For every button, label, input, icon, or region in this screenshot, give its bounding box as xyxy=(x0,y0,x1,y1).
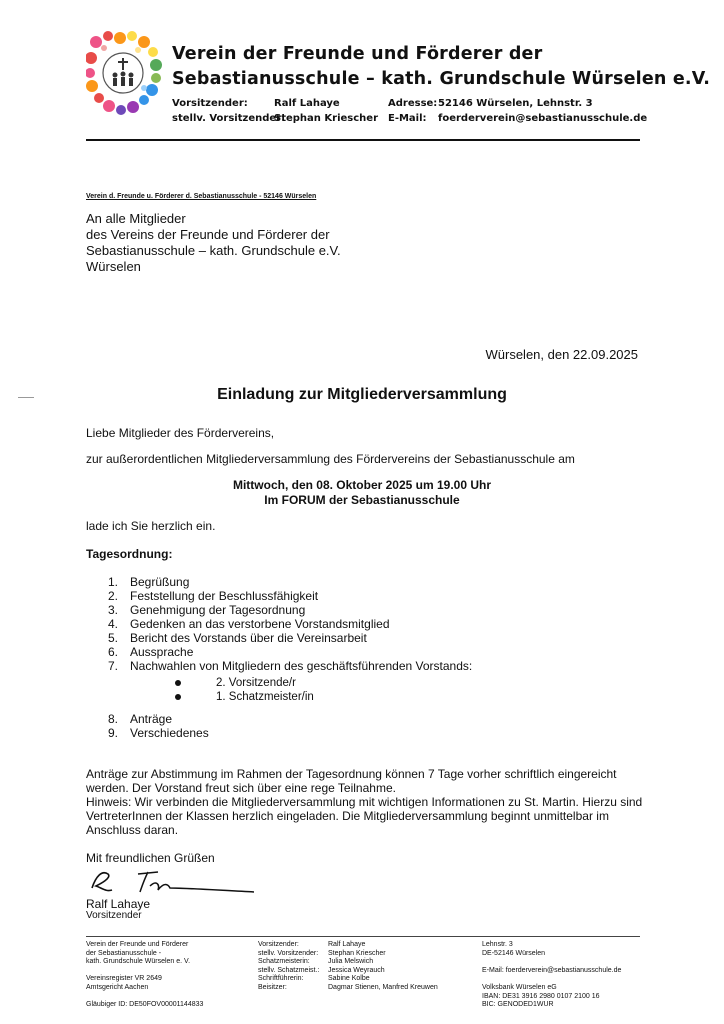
recipient-line: An alle Mitglieder xyxy=(86,211,186,226)
agenda-number: 2. xyxy=(108,589,119,603)
recipient-line: Würselen xyxy=(86,259,141,274)
closing-line: Anschluss daran. xyxy=(86,823,179,837)
agenda-item: Gedenken an das verstorbene Vorstandsmitglied xyxy=(130,617,390,631)
header-address-value: 52146 Würselen, Lehnstr. 3 xyxy=(438,98,593,109)
letter-subject: Einladung zur Mitgliederversammlung xyxy=(217,386,507,403)
footer-col1 xyxy=(86,941,203,1010)
header-email-value[interactable]: foerderverein@sebastianusschule.de xyxy=(438,113,648,124)
footer-label: Schatzmeisterin: xyxy=(258,958,310,966)
footer-label: stellv. Vorsitzender: xyxy=(258,949,319,957)
footer-line: kath. Grundschule Würselen e. V. xyxy=(86,958,191,966)
agenda-item: Begrüßung xyxy=(130,575,190,589)
footer-line: Gläubiger ID: DE50FOV00001144833 xyxy=(86,1001,204,1009)
agenda-item: Aussprache xyxy=(130,645,194,659)
agenda-number: 5. xyxy=(108,631,119,645)
footer-value: Stephan Kriescher xyxy=(328,949,386,957)
agenda-heading: Tagesordnung: xyxy=(86,547,173,561)
header-address-label: Adresse: xyxy=(388,98,438,109)
bullet-icon xyxy=(175,694,181,700)
agenda-number: 8. xyxy=(108,712,119,726)
agenda-number: 7. xyxy=(108,659,119,673)
footer-line: BIC: GENODED1WUR xyxy=(482,1001,554,1009)
school-logo-icon xyxy=(86,30,162,116)
footer-value: Dagmar Stienen, Manfred Kreuwen xyxy=(328,983,438,991)
closing-line: Hinweis: Wir verbinden die Mitgliederversammlung mit wichtigen Informationen zu St. Martin. Hierzu sind xyxy=(86,795,643,809)
footer-label: Vorsitzender: xyxy=(258,941,299,948)
agenda-number: 4. xyxy=(108,617,119,631)
footer-label: Schriftführerin: xyxy=(258,975,304,983)
agenda-item: Bericht des Vorstands über die Vereinsarbeit xyxy=(130,631,367,645)
footer-col3 xyxy=(482,941,621,1010)
header-title-line2: Sebastianusschule – kath. Grundschule Würselen e.V. xyxy=(172,69,711,89)
header-chair-name: Ralf Lahaye xyxy=(274,98,340,109)
agenda-number: 1. xyxy=(108,575,119,589)
footer-line: IBAN: DE31 3916 2980 0107 2100 16 xyxy=(482,992,600,1000)
footer-line: DE-52146 Würselen xyxy=(482,949,546,957)
greeting: Liebe Mitglieder des Fördervereins, xyxy=(86,426,275,440)
header-vice-label: stellv. Vorsitzender: xyxy=(172,113,286,124)
footer-line: Amtsgericht Aachen xyxy=(86,983,149,991)
footer-value: Jessica Weyrauch xyxy=(328,966,385,974)
footer-email[interactable]: E-Mail: foerderverein@sebastianusschule.de xyxy=(482,966,622,974)
header-chair-label: Vorsitzender: xyxy=(172,98,248,109)
header-vice-name: Stephan Kriescher xyxy=(274,113,378,124)
footer-label: stellv. Schatzmeist.: xyxy=(258,966,320,974)
event-location: Im FORUM der Sebastianusschule xyxy=(264,493,460,507)
agenda-number: 9. xyxy=(108,726,119,740)
agenda-subitem: 1. Schatzmeister/in xyxy=(216,691,314,703)
recipient-line: Sebastianusschule – kath. Grundschule e.V. xyxy=(86,243,341,258)
footer-value: Julia Melswich xyxy=(328,958,374,966)
header-divider xyxy=(86,139,640,141)
footer-line: Volksbank Würselen eG xyxy=(482,983,557,991)
footer-line: der Sebastianusschule - xyxy=(86,949,162,957)
footer-col2-labels xyxy=(258,941,319,993)
agenda-number: 6. xyxy=(108,645,119,659)
footer-label: Beisitzer: xyxy=(258,983,287,991)
closing-line: werden. Der Vorstand freut sich über eine rege Teilnahme. xyxy=(86,781,396,795)
signer-name: Ralf Lahaye xyxy=(86,897,151,911)
signer-role: Vorsitzender xyxy=(86,910,142,921)
handwritten-signature xyxy=(86,866,256,900)
footer-col2-values xyxy=(328,941,438,993)
closing-line: Anträge zur Abstimmung im Rahmen der Tagesordnung können 7 Tage vorher schriftlich eingereicht xyxy=(86,767,617,781)
footer-value: Ralf Lahaye xyxy=(328,941,366,948)
bullet-icon xyxy=(175,680,181,686)
header-email-label: E-Mail: xyxy=(388,113,427,124)
agenda-item: Anträge xyxy=(130,712,173,726)
agenda-item: Nachwahlen von Mitgliedern des geschäftsführenden Vorstands: xyxy=(130,659,473,673)
agenda-item: Verschiedenes xyxy=(130,726,209,740)
agenda-item: Feststellung der Beschlussfähigkeit xyxy=(130,589,319,603)
sign-off: Mit freundlichen Grüßen xyxy=(86,851,215,865)
intro-text: zur außerordentlichen Mitgliederversammlung des Fördervereins der Sebastianusschule am xyxy=(86,452,575,466)
footer-divider xyxy=(86,936,640,937)
closing-line: VertreterInnen der Klassen herzlich eingeladen. Die Mitgliederversammlung beginnt unmittelbar im xyxy=(86,809,609,823)
event-date-time: Mittwoch, den 08. Oktober 2025 um 19.00 Uhr xyxy=(232,478,492,492)
recipient-line: des Vereins der Freunde und Förderer der xyxy=(86,227,330,242)
agenda-subitem: 2. Vorsitzende/r xyxy=(216,677,296,689)
letter-date: Würselen, den 22.09.2025 xyxy=(485,347,638,362)
footer-line: Lehnstr. 3 xyxy=(482,941,513,948)
agenda-item: Genehmigung der Tagesordnung xyxy=(130,603,306,617)
footer-value: Sabine Kolbe xyxy=(328,975,370,983)
return-address: Verein d. Freunde u. Förderer d. Sebastianusschule - 52146 Würselen xyxy=(86,193,317,200)
agenda-number: 3. xyxy=(108,603,119,617)
invite-text: lade ich Sie herzlich ein. xyxy=(86,519,216,533)
footer-line: Vereinsregister VR 2649 xyxy=(86,975,162,983)
header-title-line1: Verein der Freunde und Förderer der xyxy=(172,44,543,64)
footer-line: Verein der Freunde und Förderer xyxy=(86,941,189,948)
